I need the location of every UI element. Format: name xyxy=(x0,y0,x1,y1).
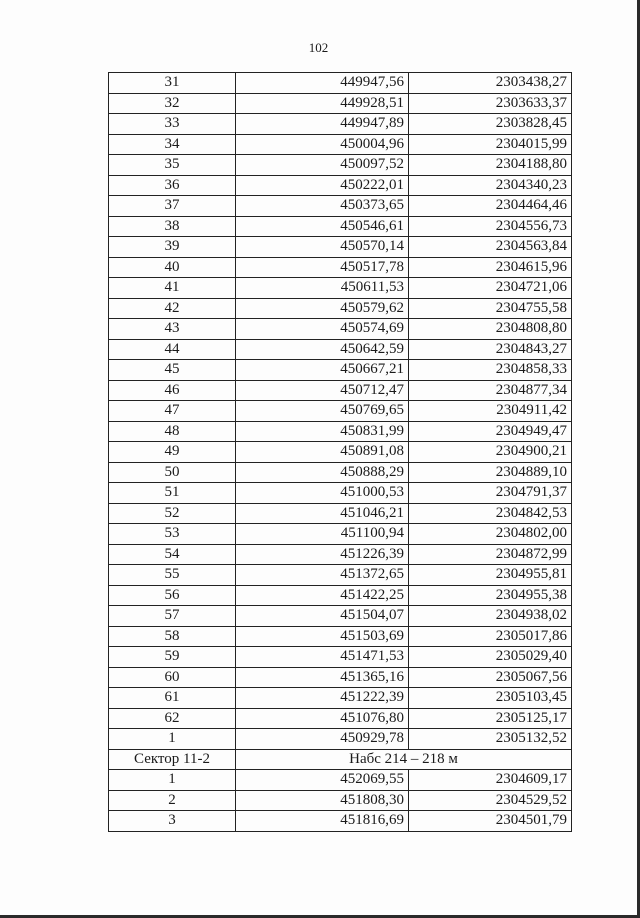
coordinate-y: 2304911,42 xyxy=(409,401,572,422)
coordinate-y: 2303438,27 xyxy=(409,73,572,94)
table-row xyxy=(109,196,572,217)
point-number: 37 xyxy=(109,196,236,217)
point-number: 58 xyxy=(109,626,236,647)
table-row xyxy=(109,114,572,135)
coordinate-x: 450222,01 xyxy=(236,175,409,196)
coordinate-y: 2304949,47 xyxy=(409,421,572,442)
coordinate-y: 2304843,27 xyxy=(409,339,572,360)
table-row xyxy=(109,770,572,791)
table-row xyxy=(109,421,572,442)
coordinate-x: 450004,96 xyxy=(236,134,409,155)
table-row xyxy=(109,626,572,647)
coordinate-x: 451816,69 xyxy=(236,811,409,832)
coordinate-y: 2304955,81 xyxy=(409,565,572,586)
table-row xyxy=(109,360,572,381)
coordinate-x: 450579,62 xyxy=(236,298,409,319)
point-number: 51 xyxy=(109,483,236,504)
point-number: 48 xyxy=(109,421,236,442)
coordinate-x: 450570,14 xyxy=(236,237,409,258)
coordinate-y: 2303633,37 xyxy=(409,93,572,114)
point-number: 31 xyxy=(109,73,236,94)
coordinate-y: 2305029,40 xyxy=(409,647,572,668)
coordinate-y: 2304889,10 xyxy=(409,462,572,483)
coordinate-x: 450642,59 xyxy=(236,339,409,360)
table-row xyxy=(109,319,572,340)
coordinate-x: 451808,30 xyxy=(236,790,409,811)
coordinate-y: 2304556,73 xyxy=(409,216,572,237)
point-number: 1 xyxy=(109,729,236,750)
table-row xyxy=(109,647,572,668)
page-number: 102 xyxy=(308,40,329,55)
sector-header xyxy=(109,749,572,770)
coordinate-x: 450667,21 xyxy=(236,360,409,381)
table-row xyxy=(109,155,572,176)
table-row xyxy=(109,606,572,627)
sector-row xyxy=(109,749,572,770)
coordinate-x: 450574,69 xyxy=(236,319,409,340)
coordinate-x: 451000,53 xyxy=(236,483,409,504)
coordinate-y: 2304791,37 xyxy=(409,483,572,504)
table-row xyxy=(109,73,572,94)
table-row xyxy=(109,729,572,750)
coordinate-x: 450611,53 xyxy=(236,278,409,299)
table-row xyxy=(109,298,572,319)
coordinate-x: 451422,25 xyxy=(236,585,409,606)
coordinate-y: 2304802,00 xyxy=(409,524,572,545)
point-number: 52 xyxy=(109,503,236,524)
coordinate-x: 450769,65 xyxy=(236,401,409,422)
point-number: 55 xyxy=(109,565,236,586)
point-number: 41 xyxy=(109,278,236,299)
table-row xyxy=(109,237,572,258)
coordinate-y: 2305103,45 xyxy=(409,688,572,709)
point-number: 62 xyxy=(109,708,236,729)
table-row xyxy=(109,462,572,483)
coordinate-y: 2304938,02 xyxy=(409,606,572,627)
coordinate-x: 450712,47 xyxy=(236,380,409,401)
point-number: 33 xyxy=(109,114,236,135)
coordinate-x: 449947,56 xyxy=(236,73,409,94)
point-number: 47 xyxy=(109,401,236,422)
point-number: 45 xyxy=(109,360,236,381)
table-row xyxy=(109,175,572,196)
table-row xyxy=(109,790,572,811)
coordinate-x: 451076,80 xyxy=(236,708,409,729)
point-number: 56 xyxy=(109,585,236,606)
coordinate-y: 2304900,21 xyxy=(409,442,572,463)
table-row xyxy=(109,544,572,565)
coordinate-x: 450888,29 xyxy=(236,462,409,483)
coordinate-y: 2304188,80 xyxy=(409,155,572,176)
table-row xyxy=(109,134,572,155)
coordinate-x: 451046,21 xyxy=(236,503,409,524)
coordinate-y: 2305132,52 xyxy=(409,729,572,750)
table-row xyxy=(109,278,572,299)
table-row xyxy=(109,585,572,606)
point-number: 2 xyxy=(109,790,236,811)
coordinate-x: 450517,78 xyxy=(236,257,409,278)
coordinate-x: 452069,55 xyxy=(236,770,409,791)
point-number: 59 xyxy=(109,647,236,668)
coordinates-table xyxy=(108,72,572,832)
table-row xyxy=(109,667,572,688)
table-row xyxy=(109,339,572,360)
table-row xyxy=(109,380,572,401)
point-number: 36 xyxy=(109,175,236,196)
coordinate-x: 450546,61 xyxy=(236,216,409,237)
point-number: 60 xyxy=(109,667,236,688)
coordinate-x: 449947,89 xyxy=(236,114,409,135)
point-number: 38 xyxy=(109,216,236,237)
coordinate-x: 451471,53 xyxy=(236,647,409,668)
sector-label: Сектор 11-2 xyxy=(109,749,236,770)
coordinate-y: 2304808,80 xyxy=(409,319,572,340)
table-row xyxy=(109,257,572,278)
coordinate-y: 2304609,17 xyxy=(409,770,572,791)
table-row xyxy=(109,93,572,114)
coordinate-x: 450373,65 xyxy=(236,196,409,217)
point-number: 46 xyxy=(109,380,236,401)
table-row xyxy=(109,688,572,709)
point-number: 50 xyxy=(109,462,236,483)
coordinate-x: 450831,99 xyxy=(236,421,409,442)
coordinate-y: 2304721,06 xyxy=(409,278,572,299)
coordinate-x: 450891,08 xyxy=(236,442,409,463)
coordinate-y: 2304877,34 xyxy=(409,380,572,401)
point-number: 1 xyxy=(109,770,236,791)
point-number: 44 xyxy=(109,339,236,360)
coordinate-y: 2304464,46 xyxy=(409,196,572,217)
coordinate-x: 451100,94 xyxy=(236,524,409,545)
table-row xyxy=(109,565,572,586)
table-row xyxy=(109,401,572,422)
point-number: 54 xyxy=(109,544,236,565)
table-row xyxy=(109,524,572,545)
coordinate-y: 2304858,33 xyxy=(409,360,572,381)
coordinate-y: 2304615,96 xyxy=(409,257,572,278)
point-number: 35 xyxy=(109,155,236,176)
point-number: 61 xyxy=(109,688,236,709)
coordinate-x: 450929,78 xyxy=(236,729,409,750)
table-row xyxy=(109,503,572,524)
table-row xyxy=(109,708,572,729)
coordinate-y: 2304501,79 xyxy=(409,811,572,832)
coordinate-x: 449928,51 xyxy=(236,93,409,114)
table-row xyxy=(109,483,572,504)
coordinate-x: 451372,65 xyxy=(236,565,409,586)
point-number: 49 xyxy=(109,442,236,463)
sector-altitude: Набс 214 – 218 м xyxy=(236,749,572,770)
coordinate-y: 2305125,17 xyxy=(409,708,572,729)
coordinate-y: 2304563,84 xyxy=(409,237,572,258)
point-number: 32 xyxy=(109,93,236,114)
point-number: 57 xyxy=(109,606,236,627)
coordinate-y: 2304529,52 xyxy=(409,790,572,811)
point-number: 53 xyxy=(109,524,236,545)
point-number: 43 xyxy=(109,319,236,340)
coordinate-x: 450097,52 xyxy=(236,155,409,176)
point-number: 40 xyxy=(109,257,236,278)
coordinate-x: 451504,07 xyxy=(236,606,409,627)
coordinates-rows-b xyxy=(109,770,572,832)
coordinate-y: 2304955,38 xyxy=(409,585,572,606)
table-row xyxy=(109,216,572,237)
point-number: 42 xyxy=(109,298,236,319)
coordinate-y: 2304755,58 xyxy=(409,298,572,319)
table-row xyxy=(109,442,572,463)
point-number: 39 xyxy=(109,237,236,258)
coordinates-rows-a xyxy=(109,73,572,750)
coordinate-x: 451503,69 xyxy=(236,626,409,647)
table-row xyxy=(109,811,572,832)
coordinate-x: 451365,16 xyxy=(236,667,409,688)
point-number: 3 xyxy=(109,811,236,832)
coordinate-x: 451226,39 xyxy=(236,544,409,565)
coordinate-y: 2304340,23 xyxy=(409,175,572,196)
coordinate-y: 2305067,56 xyxy=(409,667,572,688)
coordinate-y: 2304015,99 xyxy=(409,134,572,155)
coordinate-y: 2303828,45 xyxy=(409,114,572,135)
coordinate-y: 2305017,86 xyxy=(409,626,572,647)
coordinate-x: 451222,39 xyxy=(236,688,409,709)
point-number: 34 xyxy=(109,134,236,155)
coordinate-y: 2304872,99 xyxy=(409,544,572,565)
coordinate-y: 2304842,53 xyxy=(409,503,572,524)
